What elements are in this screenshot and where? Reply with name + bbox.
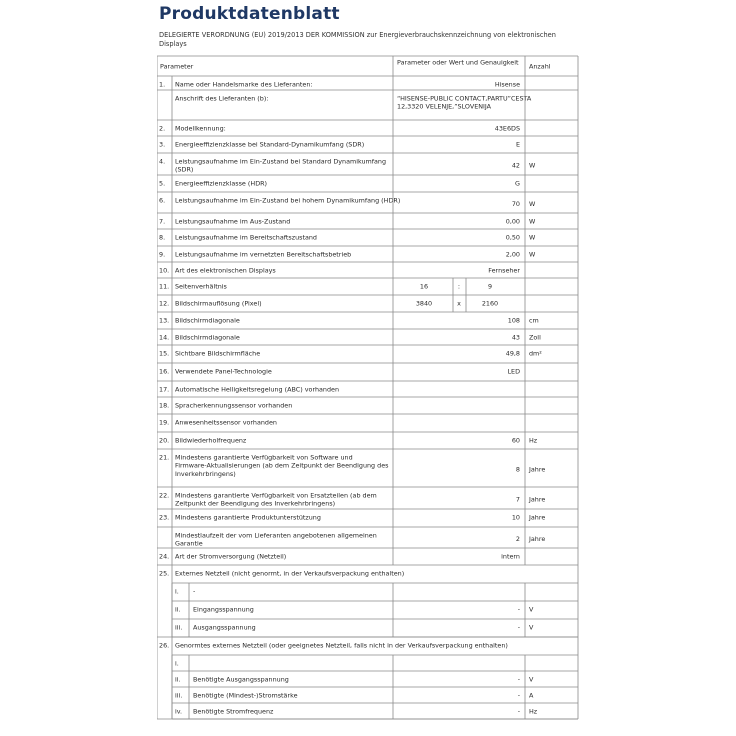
row-label: Bildschirmauflösung (Pixel): [175, 299, 262, 308]
sub-unit: Hz: [529, 707, 538, 716]
value-right: 9: [487, 282, 493, 291]
sub-number: ii.: [175, 675, 181, 684]
row-number: 4.: [159, 157, 166, 166]
sub-unit: V: [529, 675, 534, 684]
row-label: Energieeffizienzklasse (HDR): [175, 179, 268, 188]
row-label: Modellkennung:: [175, 124, 226, 133]
row-value: 0,00: [505, 217, 520, 226]
row-value: “HISENSE-PUBLIC CONTACT,PARTU”CESTA 12,3320 VELENJE,”SLOVENIJA: [397, 94, 532, 111]
row-label: Automatische Helligkeitsregelung (ABC) vorhanden: [175, 385, 340, 394]
row-number: 10.: [159, 266, 170, 275]
sub-label: -: [193, 587, 196, 596]
row-value: 108: [507, 316, 520, 325]
row-value: 43E6DS: [494, 124, 520, 133]
row-label: Leistungsaufnahme im Bereitschaftszustand: [175, 233, 317, 242]
sub-label: Eingangsspannung: [193, 605, 254, 614]
row-value: 10: [511, 513, 520, 522]
row-unit: W: [529, 217, 536, 226]
row-value: 42: [511, 161, 520, 170]
value-separator: :: [457, 282, 461, 291]
row-number: 9.: [159, 250, 166, 259]
row-label: Mindestens garantierte Produktunterstützung: [175, 513, 321, 522]
row-number: 18.: [159, 401, 170, 410]
row-unit: W: [529, 199, 536, 208]
sub-number: iii.: [175, 691, 183, 700]
sub-number: iii.: [175, 623, 183, 632]
header-parameter: Parameter: [160, 62, 194, 71]
document-subtitle: DELEGIERTE VERORDNUNG (EU) 2019/2013 DER KOMMISSION zur Energieverbrauchskennzeichnung von elektronischen Displays: [159, 31, 556, 48]
row-unit: Jahre: [529, 534, 546, 543]
row-value: 2,00: [505, 250, 520, 259]
row-unit: Jahre: [529, 513, 546, 522]
row-number: 23.: [159, 513, 170, 522]
row-number: 2.: [159, 124, 166, 133]
row-number: 19.: [159, 418, 170, 427]
row-value: 43: [511, 333, 520, 342]
sub-label: Benötigte Stromfrequenz: [193, 707, 274, 716]
row-value: Hisense: [494, 80, 520, 89]
row-value: Fernseher: [488, 266, 520, 275]
document-title: Produktdatenblatt: [159, 4, 340, 24]
row-number: 3.: [159, 140, 166, 149]
row-unit: W: [529, 161, 536, 170]
row-number: 6.: [159, 196, 166, 205]
value-left: 16: [419, 282, 429, 291]
row-label: Leistungsaufnahme im Aus-Zustand: [175, 217, 291, 226]
row-unit: Hz: [529, 436, 538, 445]
sub-label: Benötigte (Mindest-)Stromstärke: [193, 691, 298, 700]
row-number: 12.: [159, 299, 170, 308]
row-label: Anschrift des Lieferanten (b):: [175, 94, 269, 103]
row-value: 70: [511, 199, 520, 208]
row-number: 15.: [159, 349, 170, 358]
row-value: intern: [501, 552, 520, 561]
row-value: 0,50: [505, 233, 520, 242]
sub-unit: V: [529, 605, 534, 614]
row-label: Name oder Handelsmarke des Lieferanten:: [175, 80, 313, 89]
row-unit: dm²: [529, 349, 542, 358]
row-value: 2: [515, 534, 520, 543]
row-number: 1.: [159, 80, 166, 89]
row-number: 13.: [159, 316, 170, 325]
row-label: Bildwiederholfrequenz: [175, 436, 247, 445]
row-value: 7: [515, 495, 520, 504]
row-label: Mindestens garantierte Verfügbarkeit von Software und Firmware-Aktualisierungen (ab dem Zeitpunkt der Beendigung des Inverkehrbringens): [175, 453, 389, 478]
row-value: 60: [511, 436, 520, 445]
row-number: 5.: [159, 179, 166, 188]
row-number: 22.: [159, 491, 170, 500]
row-unit: cm: [529, 316, 539, 325]
row-label: Verwendete Panel-Technologie: [175, 367, 272, 376]
row-number: 7.: [159, 217, 166, 226]
row-label: Art des elektronischen Displays: [175, 266, 276, 275]
sub-value: -: [517, 675, 520, 684]
row-number: 21.: [159, 453, 170, 462]
sub-label: Ausgangsspannung: [193, 623, 256, 632]
row-label: Mindestens garantierte Verfügbarkeit von Ersatzteilen (ab dem Zeitpunkt der Beendigung des Inverkehrbringens): [175, 491, 377, 508]
header-unit: Anzahl: [529, 62, 551, 71]
product-data-sheet: [157, 4, 579, 736]
header-value: Parameter oder Wert und Genauigkeit: [397, 58, 519, 67]
value-left: 3840: [415, 299, 433, 308]
row-label: Spracherkennungssensor vorhanden: [175, 401, 293, 410]
sub-value: -: [517, 707, 520, 716]
sub-number: iv.: [175, 707, 183, 716]
row-unit: Zoll: [529, 333, 541, 342]
row-label: Anwesenheitssensor vorhanden: [175, 418, 277, 427]
row-label: Art der Stromversorgung (Netzteil): [175, 552, 287, 561]
sub-number: i.: [175, 659, 179, 668]
sub-number: i.: [175, 587, 179, 596]
row-label: Bildschirmdiagonale: [175, 316, 240, 325]
sub-number: ii.: [175, 605, 181, 614]
sub-label: Benötigte Ausgangsspannung: [193, 675, 289, 684]
row-label: Bildschirmdiagonale: [175, 333, 240, 342]
section-number: 25.: [159, 569, 170, 578]
row-label: Leistungsaufnahme im vernetzten Bereitschaftsbetrieb: [175, 250, 352, 259]
row-value: G: [515, 179, 520, 188]
section-label: Genormtes externes Netzteil (oder geeignetes Netzteil, falls nicht in der Verkaufsverpackung enthalten): [175, 641, 508, 650]
section-label: Externes Netzteil (nicht genormt, in der Verkaufsverpackung enthalten): [175, 569, 405, 578]
row-unit: Jahre: [529, 465, 546, 474]
sub-value: -: [517, 623, 520, 632]
row-number: 17.: [159, 385, 170, 394]
data-table: [157, 4, 579, 736]
row-unit: Jahre: [529, 495, 546, 504]
row-label: Leistungsaufnahme im Ein-Zustand bei Standard Dynamikumfang (SDR): [175, 157, 387, 174]
row-value: 8: [515, 465, 520, 474]
sub-unit: V: [529, 623, 534, 632]
sub-unit: A: [529, 691, 534, 700]
row-number: 11.: [159, 282, 170, 291]
row-value: E: [515, 140, 520, 149]
row-value: LED: [507, 367, 520, 376]
row-number: 14.: [159, 333, 170, 342]
row-label: Seitenverhältnis: [175, 282, 227, 291]
sub-value: -: [517, 691, 520, 700]
row-label: Leistungsaufnahme im Ein-Zustand bei hohem Dynamikumfang (HDR): [175, 196, 401, 205]
row-label: Energieeffizienzklasse bei Standard-Dynamikumfang (SDR): [175, 140, 365, 149]
row-label: Sichtbare Bildschirmfläche: [175, 349, 261, 358]
sub-value: -: [517, 605, 520, 614]
row-number: 8.: [159, 233, 166, 242]
section-number: 26.: [159, 641, 170, 650]
row-value: 49,8: [505, 349, 520, 358]
row-label: Mindestlaufzeit der vom Lieferanten angebotenen allgemeinen Garantie: [175, 531, 377, 548]
row-number: 16.: [159, 367, 170, 376]
row-unit: W: [529, 233, 536, 242]
row-number: 24.: [159, 552, 170, 561]
value-right: 2160: [481, 299, 499, 308]
row-unit: W: [529, 250, 536, 259]
value-separator: x: [457, 299, 461, 308]
row-number: 20.: [159, 436, 170, 445]
